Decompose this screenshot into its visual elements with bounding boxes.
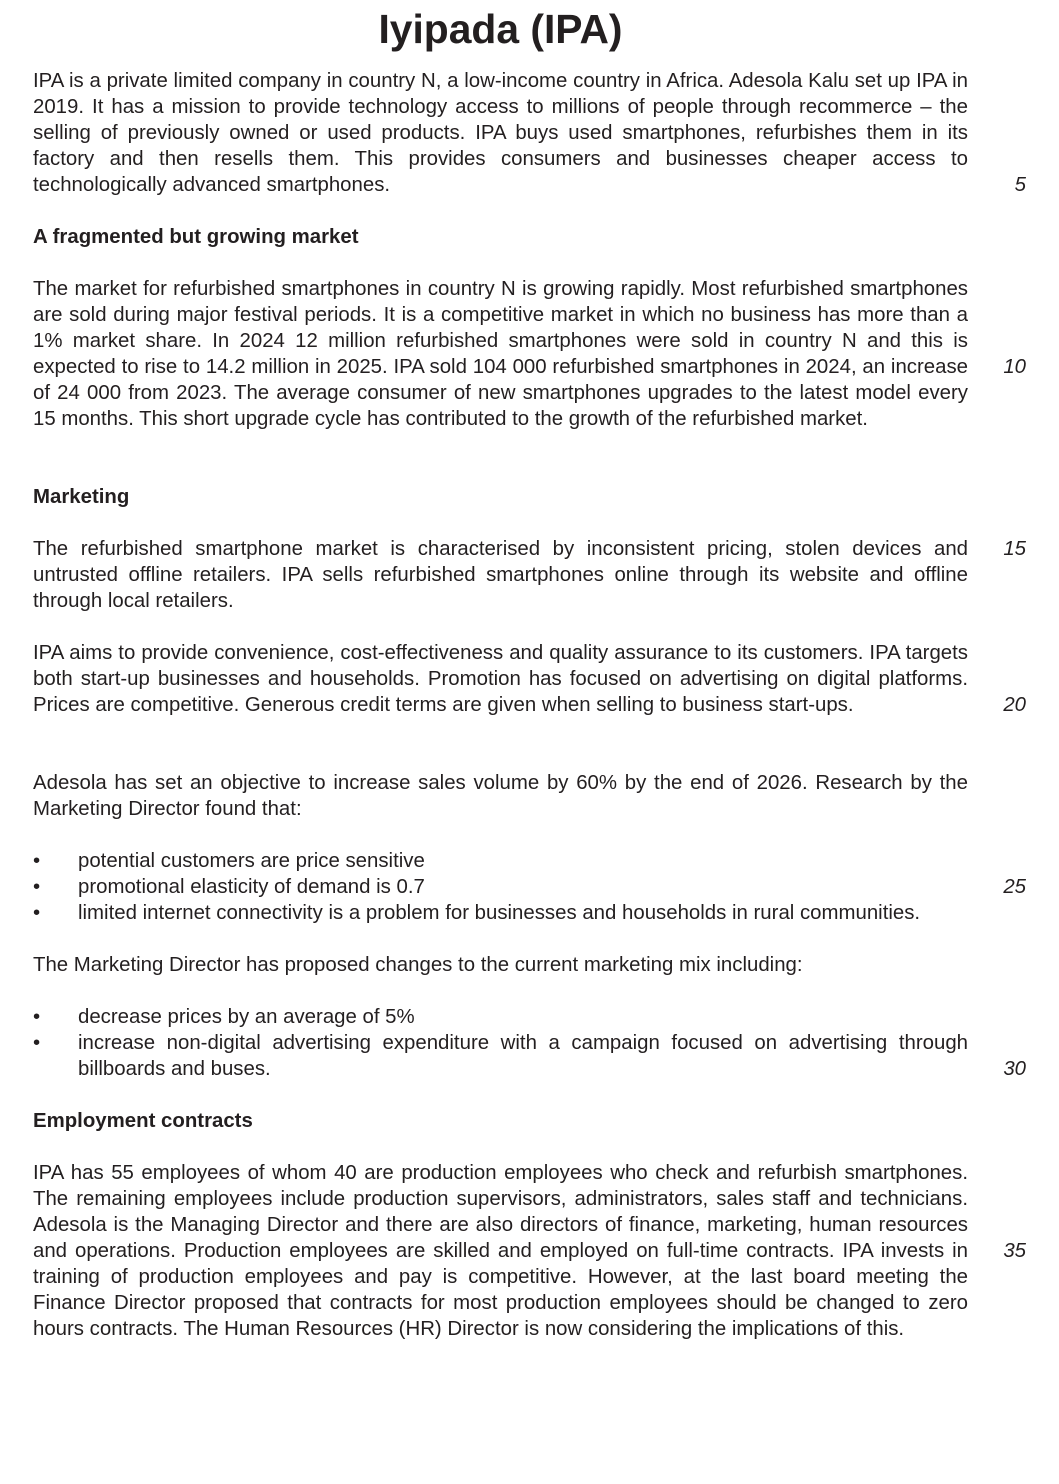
market-heading: A fragmented but growing market bbox=[33, 226, 359, 248]
page-title: Iyipada (IPA) bbox=[378, 6, 623, 52]
proposed-changes-list bbox=[33, 1004, 968, 1082]
list-item: • increase non-digital advertising expenditure with a campaign focused on advertising through billboards and buses. bbox=[33, 1030, 968, 1082]
marketing-paragraph-2: IPA aims to provide convenience, cost-effectiveness and quality assurance to its customers. IPA targets both start-up businesses and households. Promotion has focused on advertising on digital platforms. Prices are competitive. Generous credit terms are given when selling to business start-ups. bbox=[33, 642, 968, 716]
intro-paragraph: IPA is a private limited company in country N, a low-income country in Africa. Adesola Kalu set up IPA in 2019. It has a mission to provide technology access to millions of people through recommerce – the selling of previously owned or used products. IPA buys used smartphones, refurbishes them in its factory and then resells them. This provides consumers and businesses cheaper access to technologically advanced smartphones. bbox=[33, 70, 968, 196]
list-item: • limited internet connectivity is a problem for businesses and households in rural communities. bbox=[33, 900, 993, 926]
list-item: • promotional elasticity of demand is 0.7 bbox=[33, 874, 993, 900]
research-findings-list bbox=[33, 848, 993, 926]
list-item: • decrease prices by an average of 5% bbox=[33, 1004, 968, 1030]
employment-paragraph: IPA has 55 employees of whom 40 are production employees who check and refurbish smartphones. The remaining employees include production supervisors, administrators, sales staff and technicians. Adesola is the Managing Director and there are also directors of finance, marketing, human resources and operations. Production employees are skilled and employed on full-time contracts. IPA invests in training of production employees and pay is competitive. However, at the last board meeting the Finance Director proposed that contracts for most production employees should be changed to zero hours contracts. The Human Resources (HR) Director is now considering the implications of this. bbox=[33, 1162, 968, 1340]
line-number: 35 bbox=[1003, 1240, 1026, 1262]
line-number: 10 bbox=[1003, 356, 1026, 378]
line-number: 20 bbox=[1003, 694, 1026, 716]
marketing-heading: Marketing bbox=[33, 486, 130, 508]
employment-heading: Employment contracts bbox=[33, 1110, 253, 1132]
line-number: 15 bbox=[1003, 538, 1026, 560]
marketing-paragraph-1: The refurbished smartphone market is characterised by inconsistent pricing, stolen devices and untrusted offline retailers. IPA sells refurbished smartphones online through its website and offline through local retailers. bbox=[33, 538, 968, 612]
line-number: 25 bbox=[1003, 876, 1026, 898]
market-paragraph: The market for refurbished smartphones in country N is growing rapidly. Most refurbished smartphones are sold during major festival periods. It is a competitive market in which no business has more than a 1% market share. In 2024 12 million refurbished smartphones were sold in country N and this is expected to rise to 14.2 million in 2025. IPA sold 104 000 refurbished smartphones in 2024, an increase of 24 000 from 2023. The average consumer of new smartphones upgrades to the latest model every 15 months. This short upgrade cycle has contributed to the growth of the refurbished market. bbox=[33, 278, 968, 430]
line-number: 5 bbox=[1014, 174, 1026, 196]
marketing-paragraph-4: The Marketing Director has proposed changes to the current marketing mix including: bbox=[33, 954, 803, 976]
list-item: • potential customers are price sensitive bbox=[33, 848, 993, 874]
marketing-paragraph-3: Adesola has set an objective to increase sales volume by 60% by the end of 2026. Research by the Marketing Director found that: bbox=[33, 772, 968, 820]
line-number: 30 bbox=[1003, 1058, 1026, 1080]
